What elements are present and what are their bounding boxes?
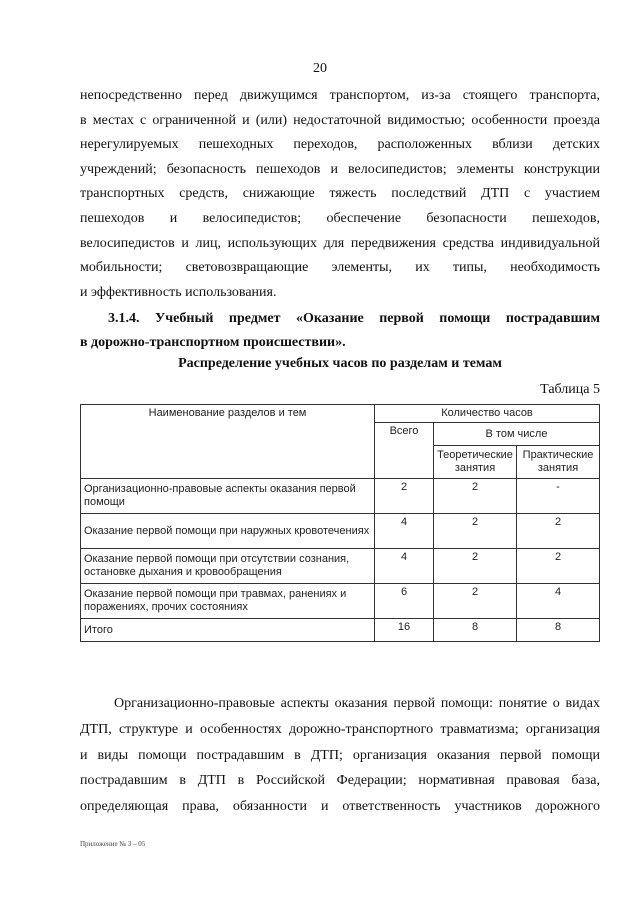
text-line: пострадавшим в ДТП в Российской Федерации; нормативная правовая база, xyxy=(80,773,600,789)
row-practice: 2 xyxy=(517,514,600,549)
table-total-row xyxy=(81,619,600,642)
row-total: 2 xyxy=(375,479,434,514)
row-theory: 2 xyxy=(434,479,517,514)
row-name: Оказание первой помощи при отсутствии сознания, остановке дыхания и кровообращения xyxy=(81,549,375,584)
page-number: 20 xyxy=(313,61,327,76)
total-theory: 8 xyxy=(434,619,517,642)
table-row xyxy=(81,514,600,549)
header-theory: Теоретические занятия xyxy=(434,446,517,479)
section-title-line2: в дорожно-транспортном происшествии». xyxy=(80,335,346,350)
table-row xyxy=(81,549,600,584)
row-theory: 2 xyxy=(434,584,517,619)
row-theory: 2 xyxy=(434,549,517,584)
text-line: нерегулируемых пешеходных переходов, расположенных вблизи детских xyxy=(80,137,600,153)
header-count: Количество часов xyxy=(375,405,600,423)
row-practice: 2 xyxy=(517,549,600,584)
table-row xyxy=(81,584,600,619)
table-row xyxy=(81,479,600,514)
row-name: Оказание первой помощи при травмах, ранениях и поражениях, прочих состояниях xyxy=(81,584,375,619)
row-practice: 4 xyxy=(517,584,600,619)
row-name: Оказание первой помощи при наружных кровотечениях xyxy=(81,514,375,549)
section-number: 3.1.4. xyxy=(108,311,140,326)
table-title: Распределение учебных часов по разделам и темам xyxy=(178,356,502,371)
row-name: Организационно-правовые аспекты оказания первой помощи xyxy=(81,479,375,514)
text-line: велосипедистов и лиц, использующих для передвижения средства индивидуальной xyxy=(80,235,600,251)
text-line: пешеходов и велосипедистов; обеспечение безопасности пешеходов, xyxy=(80,210,600,226)
section-title-line1: Учебный предмет «Оказание первой помощи пострадавшим xyxy=(155,311,601,326)
row-total: 6 xyxy=(375,584,434,619)
header-name: Наименование разделов и тем xyxy=(81,405,375,479)
section-heading xyxy=(80,307,600,355)
total-hours: 16 xyxy=(375,619,434,642)
total-label: Итого xyxy=(81,619,375,642)
hours-table xyxy=(80,404,600,642)
intro-paragraph xyxy=(80,84,600,305)
table-label: Таблица 5 xyxy=(540,382,600,397)
text-line: в местах с ограниченной и (или) недостаточной видимостью; особенности проезда xyxy=(80,112,600,128)
text-line: Организационно-правовые аспекты оказания первой помощи: понятие о видах xyxy=(114,696,600,711)
text-line: определяющая права, обязанности и ответственность участников дорожного xyxy=(80,799,600,815)
row-theory: 2 xyxy=(434,514,517,549)
text-line: мобильности; световозвращающие элементы, их типы, необходимость xyxy=(80,260,600,276)
text-line: ДТП, структуре и особенностях дорожно-транспортного травматизма; организация xyxy=(80,721,600,737)
row-total: 4 xyxy=(375,514,434,549)
text-line: и виды помощи пострадавшим в ДТП; организация оказания первой помощи xyxy=(80,747,600,763)
text-line: непосредственно перед движущимся транспортом, из-за стоящего транспорта, xyxy=(80,88,600,103)
header-including: В том числе xyxy=(434,423,600,446)
body-paragraph xyxy=(80,691,600,820)
row-total: 4 xyxy=(375,549,434,584)
total-practice: 8 xyxy=(517,619,600,642)
footer-note: Приложение № 3 – 05 xyxy=(80,840,146,848)
text-line: транспортных средств, снижающие тяжесть последствий ДТП с участием xyxy=(80,186,600,202)
row-practice: - xyxy=(517,479,600,514)
header-practice: Практические занятия xyxy=(517,446,600,479)
text-line: и эффективность использования. xyxy=(80,284,277,300)
text-line: учреждений; безопасность пешеходов и велосипедистов; элементы конструкции xyxy=(80,161,600,177)
header-total: Всего xyxy=(375,423,434,479)
